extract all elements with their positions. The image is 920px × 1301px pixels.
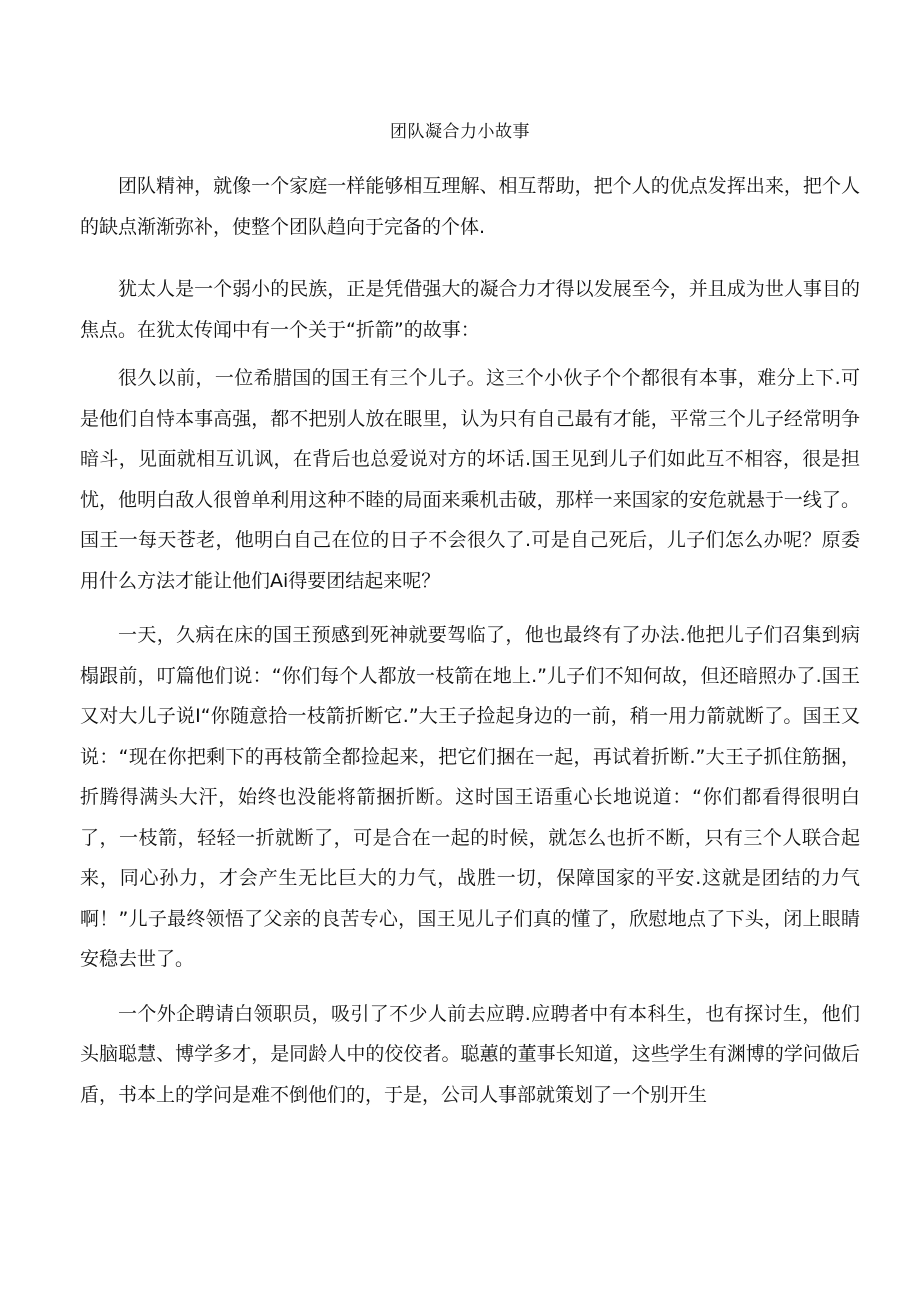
paragraph-company-hiring: 一个外企聘请白领职员，吸引了不少人前去应聘.应聘者中有本科生，也有探讨生，他们头脑聪慧、博学多才，是同龄人中的佼佼者。聪蕙的董事长知道，这些学生有渊博的学问做后盾，书本上的学问是难不倒他们的，于是，公司人事部就策划了一个别开生 (80, 1002, 860, 1106)
document-title: 团队凝合力小故事 (390, 122, 530, 142)
paragraph-jewish-intro: 犹太人是一个弱小的民族，正是凭借强大的凝合力才得以发展至今，并且成为世人事目的焦点。在犹太传闻中有一个关于“折箭”的故事： (80, 278, 860, 341)
paragraph-team-spirit: 团队精神，就像一个家庭一样能够相互理解、相互帮助，把个人的优点发挥出来，把个人的缺点渐渐弥补，使整个团队趋向于完备的个体. (80, 175, 860, 238)
paragraph-breaking-arrows: 一天，久病在床的国王预感到死神就要驾临了，他也最终有了办法.他把儿子们召集到病榻跟前，叮篇他们说：“你们每个人都放一枝箭在地上.”儿子们不知何故，但还暗照办了.国王又对大儿子说I“你随意拾一枝箭折断它.”大王子捡起身边的一前，稍一用力箭就断了。国王又说：“现在你把剩下的再枝箭全都捡起来，把它们捆在一起，再试着折断.”大王子抓住筋捆，折腾得满头大汗，始终也没能将箭捆折断。这时国王语重心长地说道：“你们都看得很明白了，一枝箭，轻轻一折就断了，可是合在一起的时候，就怎么也折不断，只有三个人联合起来，同心孙力，才会产生无比巨大的力气，战胜一切，保障国家的平安.这就是团结的力气啊！”儿子最终领悟了父亲的良苦专心，国王见儿子们真的懂了，欣慰地点了下头，闭上眼睛安稳去世了。 (80, 624, 860, 970)
paragraph-king-sons: 很久以前，一位希腊国的国王有三个儿子。这三个小伙子个个都很有本事，难分上下.可是他们自恃本事高强，都不把别人放在眼里，认为只有自己最有才能，平常三个儿子经常明争暗斗，见面就相互讥讽，在背后也总爱说对方的坏话.国王见到儿子们如此互不相容，很是担忧，他明白敌人很曾单利用这种不睦的局面来乘机击破，那样一来国家的安危就悬于一线了。国王一每天苍老，他明白自己在位的日子不会很久了.可是自己死后，儿子们怎么办呢？原委用什么方法才能让他们Ai得要团结起来呢？ (80, 367, 860, 592)
document-body (80, 166, 860, 1125)
